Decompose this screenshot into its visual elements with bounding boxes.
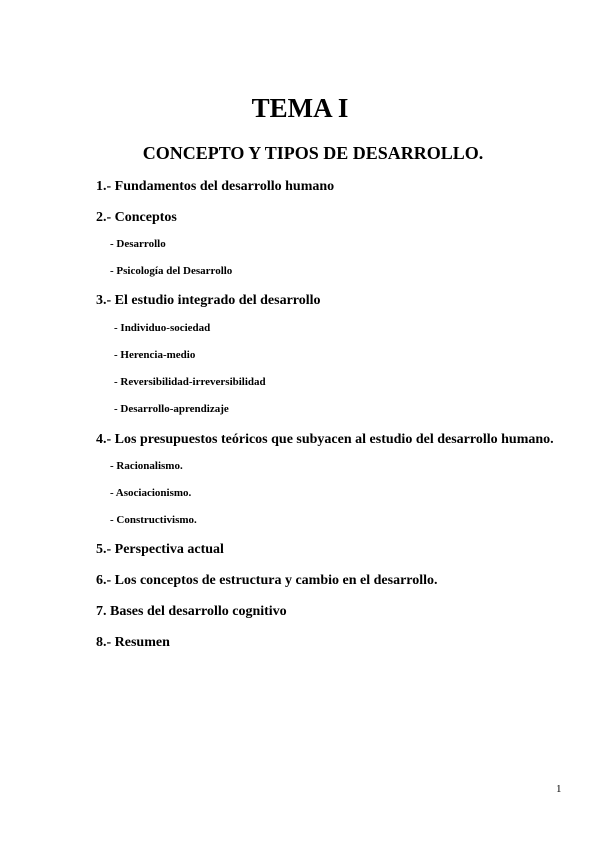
section-3-item: - Desarrollo-aprendizaje xyxy=(114,403,229,415)
section-3-item: - Individuo-sociedad xyxy=(114,322,211,334)
section-1-heading: 1.- Fundamentos del desarrollo humano xyxy=(96,179,335,194)
section-2-item: - Psicología del Desarrollo xyxy=(110,265,233,277)
page-number: 1 xyxy=(556,783,562,795)
section-4-item: - Racionalismo. xyxy=(110,460,183,472)
section-2-heading: 2.- Conceptos xyxy=(96,210,177,225)
section-3-item: - Reversibilidad-irreversibilidad xyxy=(114,376,266,388)
section-4-item: - Constructivismo. xyxy=(110,514,197,526)
page-title: TEMA I xyxy=(251,93,349,123)
section-6-heading: 6.- Los conceptos de estructura y cambio en el desarrollo. xyxy=(96,573,438,588)
section-8-heading: 8.- Resumen xyxy=(96,635,170,650)
section-2-item: - Desarrollo xyxy=(110,238,166,250)
section-3-heading: 3.- El estudio integrado del desarrollo xyxy=(96,293,321,308)
section-7-heading: 7. Bases del desarrollo cognitivo xyxy=(96,604,287,619)
section-3-item: - Herencia-medio xyxy=(114,349,196,361)
section-4-item: - Asociacionismo. xyxy=(110,487,192,499)
section-5-heading: 5.- Perspectiva actual xyxy=(96,542,224,557)
section-4-heading: 4.- Los presupuestos teóricos que subyacen al estudio del desarrollo humano. xyxy=(96,432,554,447)
page-subtitle: CONCEPTO Y TIPOS DE DESARROLLO. xyxy=(142,143,484,163)
